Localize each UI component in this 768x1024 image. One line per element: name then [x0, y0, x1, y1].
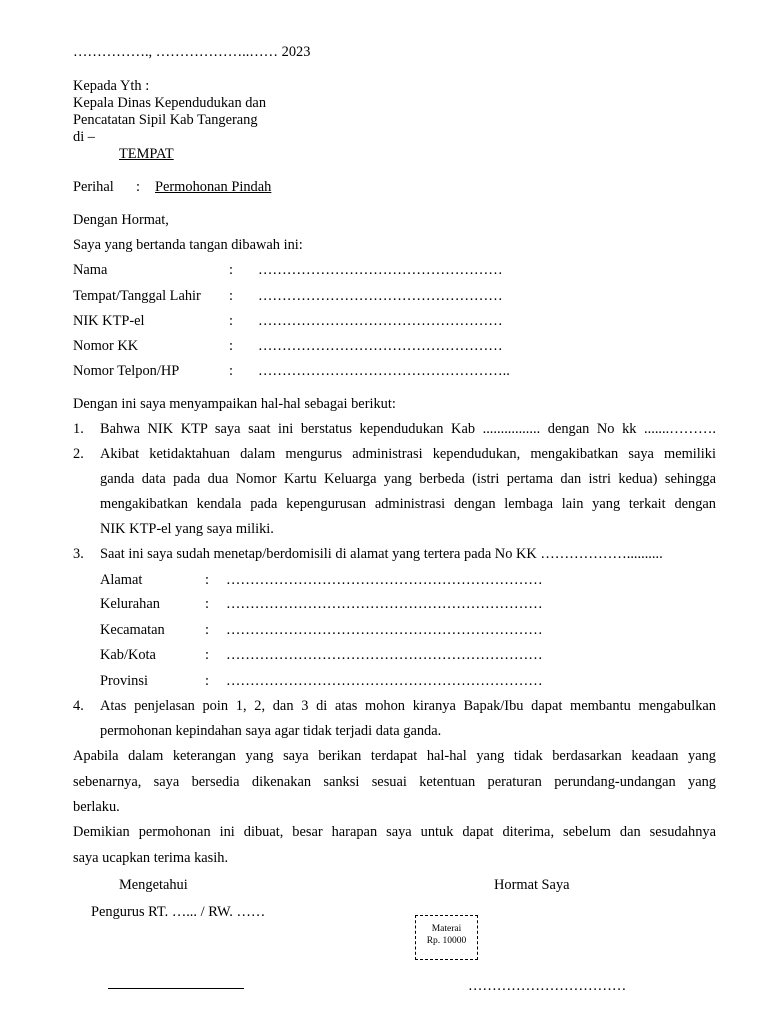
identity-label-ttl: Tempat/Tanggal Lahir	[73, 288, 201, 304]
closing-p2-line-1: Demikian permohonan ini dibuat, besar harapan saya untuk dapat diterima, sebelum dan sesudahnya	[73, 824, 716, 840]
item-3-number: 3.	[73, 546, 84, 562]
address-label-alamat: Alamat	[100, 572, 143, 588]
signature-right-title: Hormat Saya	[494, 877, 570, 893]
recipient-line-2: Pencatatan Sipil Kab Tangerang	[73, 112, 258, 128]
address-label-kabkota: Kab/Kota	[100, 647, 156, 663]
identity-colon: :	[229, 363, 233, 379]
item-4-line-1: Atas penjelasan poin 1, 2, dan 3 di atas mohon kiranya Bapak/Ibu dapat membantu mengabulkan	[100, 698, 716, 714]
identity-value-kk: ……………………………………………	[258, 338, 503, 354]
address-label-provinsi: Provinsi	[100, 673, 148, 689]
signature-line-left	[108, 988, 244, 989]
address-value-provinsi: …………………………………………………………	[226, 673, 543, 689]
item-4-number: 4.	[73, 698, 84, 714]
signature-left-subtitle: Pengurus RT. …... / RW. ……	[91, 904, 266, 920]
closing-p1-line-1: Apabila dalam keterangan yang saya berikan terdapat hal-hal yang tidak berdasarkan keadaan yang	[73, 748, 716, 764]
closing-p1-line-3: berlaku.	[73, 799, 120, 815]
item-1-number: 1.	[73, 421, 84, 437]
perihal-value: Permohonan Pindah	[155, 179, 272, 195]
identity-colon: :	[229, 313, 233, 329]
identity-value-nama: ……………………………………………	[258, 262, 503, 278]
address-colon: :	[205, 572, 209, 588]
item-2-line-2: ganda data pada dua Nomor Kartu Keluarga yang berbeda (istri pertama dan istri kedua) sehingga	[100, 471, 716, 487]
address-colon: :	[205, 647, 209, 663]
item-2-number: 2.	[73, 446, 84, 462]
signature-right-name: ……………………………	[468, 978, 627, 994]
address-label-kecamatan: Kecamatan	[100, 622, 165, 638]
item-4-line-2: permohonan kepindahan saya agar tidak terjadi data ganda.	[100, 723, 442, 739]
identity-label-kk: Nomor KK	[73, 338, 139, 354]
address-value-kecamatan: …………………………………………………………	[226, 622, 543, 638]
stamp-line-1: Materai	[431, 924, 462, 934]
address-value-alamat: …………………………………………………………	[226, 572, 543, 588]
address-colon: :	[205, 622, 209, 638]
recipient-line-1: Kepala Dinas Kependudukan dan	[73, 95, 267, 111]
closing-p1-line-2: sebenarnya, saya bersedia dikenakan sanksi sesuai ketentuan peraturan perundang-undangan yang	[73, 774, 716, 790]
identity-label-telp: Nomor Telpon/HP	[73, 363, 180, 379]
item-2-line-3: mengakibatkan kendala pada kepengurusan administrasi dengan lembaga lain yang terkait dengan	[100, 496, 716, 512]
perihal-colon: :	[136, 179, 140, 195]
item-2-line-1: Akibat ketidaktahuan dalam mengurus administrasi kependudukan, mengakibatkan saya memiliki	[100, 446, 716, 462]
date-line: ……………., ………………..…… 2023	[73, 44, 311, 60]
greeting: Dengan Hormat,	[73, 212, 169, 228]
identity-colon: :	[229, 262, 233, 278]
signature-left-title: Mengetahui	[119, 877, 188, 893]
recipient-kepada: Kepada Yth :	[73, 78, 150, 94]
perihal-label: Perihal	[73, 179, 114, 195]
address-value-kelurahan: …………………………………………………………	[226, 596, 543, 612]
address-value-kabkota: …………………………………………………………	[226, 647, 543, 663]
statement-intro: Dengan ini saya menyampaikan hal-hal sebagai berikut:	[73, 396, 396, 412]
identity-colon: :	[229, 288, 233, 304]
materai-stamp	[415, 915, 478, 960]
identity-value-telp: ……………………………………………..	[258, 363, 510, 379]
closing-p2-line-2: saya ucapkan terima kasih.	[73, 850, 229, 866]
identity-value-nik: ……………………………………………	[258, 313, 503, 329]
recipient-di: di –	[73, 129, 95, 145]
recipient-tempat: TEMPAT	[119, 146, 174, 162]
stamp-line-2: Rp. 10000	[426, 935, 467, 946]
address-colon: :	[205, 673, 209, 689]
item-2-line-4: NIK KTP-el yang saya miliki.	[100, 521, 274, 537]
item-1-text: Bahwa NIK KTP saya saat ini berstatus kependudukan Kab ................ dengan No kk .......……….	[100, 421, 716, 437]
identity-colon: :	[229, 338, 233, 354]
identity-label-nik: NIK KTP-el	[73, 313, 145, 329]
address-colon: :	[205, 596, 209, 612]
identity-label-nama: Nama	[73, 262, 108, 278]
identity-value-ttl: ……………………………………………	[258, 288, 503, 304]
intro-text: Saya yang bertanda tangan dibawah ini:	[73, 237, 303, 253]
item-3-text: Saat ini saya sudah menetap/berdomisili di alamat yang tertera pada No KK ………………..........	[100, 546, 663, 562]
address-label-kelurahan: Kelurahan	[100, 596, 160, 612]
